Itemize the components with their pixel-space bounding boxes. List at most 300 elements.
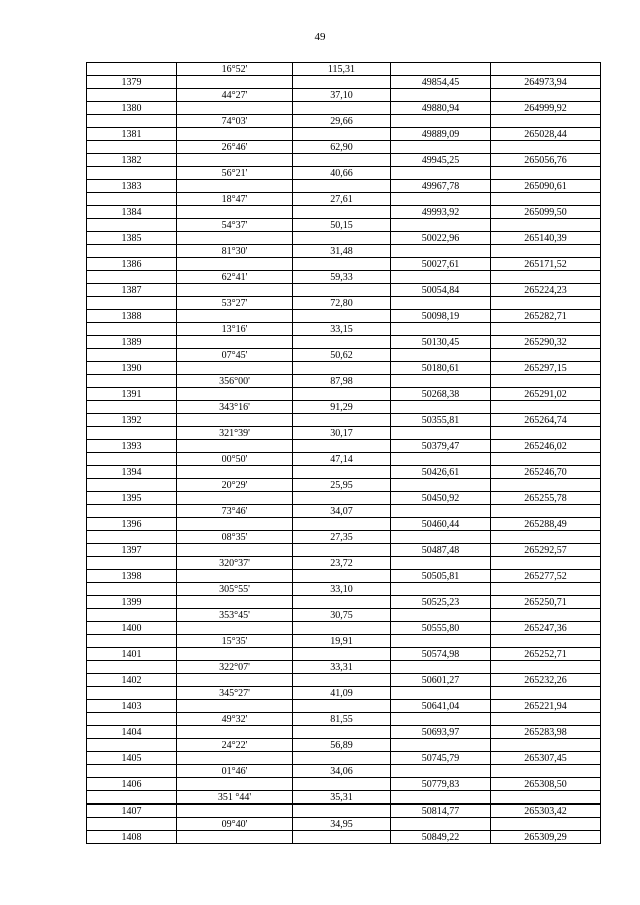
x-coordinate-cell xyxy=(391,63,491,76)
table-row xyxy=(87,557,601,570)
x-coordinate-cell: 50574,98 xyxy=(391,648,491,661)
distance-cell: 33,10 xyxy=(293,583,391,596)
bearing-cell xyxy=(177,258,293,271)
bearing-cell: 81°30' xyxy=(177,245,293,258)
table-row xyxy=(87,349,601,362)
table-row xyxy=(87,739,601,752)
bearing-cell xyxy=(177,76,293,89)
distance-cell xyxy=(293,804,391,818)
distance-cell: 115,31 xyxy=(293,63,391,76)
distance-cell xyxy=(293,128,391,141)
coordinates-table-body xyxy=(87,63,601,844)
x-coordinate-cell xyxy=(391,765,491,778)
x-coordinate-cell: 49880,94 xyxy=(391,102,491,115)
distance-cell xyxy=(293,570,391,583)
y-coordinate-cell xyxy=(491,193,601,206)
distance-cell: 27,35 xyxy=(293,531,391,544)
x-coordinate-cell xyxy=(391,505,491,518)
bearing-cell xyxy=(177,831,293,844)
distance-cell: 34,06 xyxy=(293,765,391,778)
distance-cell: 47,14 xyxy=(293,453,391,466)
y-coordinate-cell xyxy=(491,349,601,362)
point-number-cell xyxy=(87,739,177,752)
distance-cell: 50,15 xyxy=(293,219,391,232)
y-coordinate-cell: 265291,02 xyxy=(491,388,601,401)
table-row xyxy=(87,726,601,739)
bearing-cell: 44°27' xyxy=(177,89,293,102)
table-row xyxy=(87,180,601,193)
y-coordinate-cell xyxy=(491,557,601,570)
bearing-cell: 351 °44' xyxy=(177,791,293,805)
distance-cell xyxy=(293,180,391,193)
x-coordinate-cell: 50098,19 xyxy=(391,310,491,323)
x-coordinate-cell: 50849,22 xyxy=(391,831,491,844)
x-coordinate-cell xyxy=(391,531,491,544)
point-number-cell xyxy=(87,401,177,414)
point-number-cell: 1388 xyxy=(87,310,177,323)
bearing-cell: 16°52' xyxy=(177,63,293,76)
table-row xyxy=(87,531,601,544)
y-coordinate-cell xyxy=(491,635,601,648)
x-coordinate-cell xyxy=(391,661,491,674)
x-coordinate-cell xyxy=(391,401,491,414)
bearing-cell xyxy=(177,102,293,115)
bearing-cell xyxy=(177,154,293,167)
distance-cell xyxy=(293,831,391,844)
bearing-cell: 08°35' xyxy=(177,531,293,544)
y-coordinate-cell xyxy=(491,818,601,831)
distance-cell xyxy=(293,388,391,401)
table-row xyxy=(87,141,601,154)
point-number-cell xyxy=(87,115,177,128)
y-coordinate-cell xyxy=(491,739,601,752)
y-coordinate-cell: 265090,61 xyxy=(491,180,601,193)
x-coordinate-cell: 50814,77 xyxy=(391,804,491,818)
x-coordinate-cell xyxy=(391,323,491,336)
table-row xyxy=(87,206,601,219)
table-row xyxy=(87,778,601,791)
distance-cell: 35,31 xyxy=(293,791,391,805)
bearing-cell xyxy=(177,804,293,818)
bearing-cell xyxy=(177,622,293,635)
x-coordinate-cell: 50027,61 xyxy=(391,258,491,271)
bearing-cell: 24°22' xyxy=(177,739,293,752)
point-number-cell xyxy=(87,271,177,284)
point-number-cell xyxy=(87,791,177,805)
x-coordinate-cell xyxy=(391,609,491,622)
bearing-cell: 353°45' xyxy=(177,609,293,622)
x-coordinate-cell: 50525,23 xyxy=(391,596,491,609)
y-coordinate-cell: 265246,02 xyxy=(491,440,601,453)
point-number-cell: 1391 xyxy=(87,388,177,401)
bearing-cell xyxy=(177,310,293,323)
point-number-cell xyxy=(87,453,177,466)
y-coordinate-cell: 265283,98 xyxy=(491,726,601,739)
distance-cell xyxy=(293,518,391,531)
table-row xyxy=(87,804,601,818)
distance-cell: 40,66 xyxy=(293,167,391,180)
point-number-cell: 1387 xyxy=(87,284,177,297)
point-number-cell: 1408 xyxy=(87,831,177,844)
bearing-cell: 305°55' xyxy=(177,583,293,596)
distance-cell xyxy=(293,258,391,271)
x-coordinate-cell: 50487,48 xyxy=(391,544,491,557)
x-coordinate-cell: 50745,79 xyxy=(391,752,491,765)
distance-cell: 59,33 xyxy=(293,271,391,284)
table-row xyxy=(87,414,601,427)
bearing-cell: 322°07' xyxy=(177,661,293,674)
y-coordinate-cell xyxy=(491,765,601,778)
distance-cell xyxy=(293,336,391,349)
table-row xyxy=(87,63,601,76)
table-row xyxy=(87,752,601,765)
distance-cell: 62,90 xyxy=(293,141,391,154)
point-number-cell xyxy=(87,687,177,700)
bearing-cell: 343°16' xyxy=(177,401,293,414)
point-number-cell xyxy=(87,505,177,518)
x-coordinate-cell: 50022,96 xyxy=(391,232,491,245)
distance-cell: 33,31 xyxy=(293,661,391,674)
y-coordinate-cell: 265056,76 xyxy=(491,154,601,167)
x-coordinate-cell: 50779,83 xyxy=(391,778,491,791)
distance-cell xyxy=(293,544,391,557)
bearing-cell: 26°46' xyxy=(177,141,293,154)
distance-cell: 30,75 xyxy=(293,609,391,622)
point-number-cell: 1383 xyxy=(87,180,177,193)
table-row xyxy=(87,375,601,388)
table-row xyxy=(87,427,601,440)
distance-cell xyxy=(293,778,391,791)
y-coordinate-cell: 265288,49 xyxy=(491,518,601,531)
bearing-cell: 356°00' xyxy=(177,375,293,388)
bearing-cell: 320°37' xyxy=(177,557,293,570)
x-coordinate-cell: 49889,09 xyxy=(391,128,491,141)
table-row xyxy=(87,466,601,479)
x-coordinate-cell xyxy=(391,115,491,128)
point-number-cell: 1405 xyxy=(87,752,177,765)
x-coordinate-cell: 50426,61 xyxy=(391,466,491,479)
distance-cell: 23,72 xyxy=(293,557,391,570)
distance-cell: 34,07 xyxy=(293,505,391,518)
distance-cell xyxy=(293,622,391,635)
table-row xyxy=(87,479,601,492)
x-coordinate-cell: 50355,81 xyxy=(391,414,491,427)
y-coordinate-cell xyxy=(491,427,601,440)
y-coordinate-cell xyxy=(491,323,601,336)
x-coordinate-cell: 50460,44 xyxy=(391,518,491,531)
point-number-cell xyxy=(87,349,177,362)
bearing-cell: 15°35' xyxy=(177,635,293,648)
distance-cell xyxy=(293,154,391,167)
x-coordinate-cell xyxy=(391,713,491,726)
bearing-cell: 62°41' xyxy=(177,271,293,284)
point-number-cell xyxy=(87,193,177,206)
bearing-cell xyxy=(177,232,293,245)
table-row xyxy=(87,388,601,401)
y-coordinate-cell: 265252,71 xyxy=(491,648,601,661)
table-row xyxy=(87,401,601,414)
y-coordinate-cell xyxy=(491,791,601,805)
x-coordinate-cell: 50054,84 xyxy=(391,284,491,297)
table-row xyxy=(87,791,601,805)
point-number-cell xyxy=(87,297,177,310)
y-coordinate-cell xyxy=(491,687,601,700)
bearing-cell: 321°39' xyxy=(177,427,293,440)
table-row xyxy=(87,661,601,674)
point-number-cell xyxy=(87,427,177,440)
y-coordinate-cell: 265309,29 xyxy=(491,831,601,844)
table-row xyxy=(87,505,601,518)
table-row xyxy=(87,323,601,336)
distance-cell xyxy=(293,726,391,739)
distance-cell xyxy=(293,596,391,609)
y-coordinate-cell xyxy=(491,167,601,180)
bearing-cell: 01°46' xyxy=(177,765,293,778)
y-coordinate-cell xyxy=(491,505,601,518)
y-coordinate-cell: 264999,92 xyxy=(491,102,601,115)
table-row xyxy=(87,284,601,297)
point-number-cell xyxy=(87,479,177,492)
bearing-cell xyxy=(177,284,293,297)
x-coordinate-cell: 50693,97 xyxy=(391,726,491,739)
distance-cell xyxy=(293,674,391,687)
table-row xyxy=(87,700,601,713)
table-row xyxy=(87,310,601,323)
x-coordinate-cell: 50555,80 xyxy=(391,622,491,635)
point-number-cell: 1407 xyxy=(87,804,177,818)
bearing-cell: 18°47' xyxy=(177,193,293,206)
bearing-cell xyxy=(177,128,293,141)
bearing-cell xyxy=(177,648,293,661)
x-coordinate-cell xyxy=(391,349,491,362)
distance-cell: 33,15 xyxy=(293,323,391,336)
point-number-cell xyxy=(87,167,177,180)
y-coordinate-cell xyxy=(491,583,601,596)
distance-cell: 72,80 xyxy=(293,297,391,310)
y-coordinate-cell: 265297,15 xyxy=(491,362,601,375)
bearing-cell xyxy=(177,466,293,479)
point-number-cell: 1401 xyxy=(87,648,177,661)
bearing-cell xyxy=(177,180,293,193)
bearing-cell xyxy=(177,518,293,531)
distance-cell: 25,95 xyxy=(293,479,391,492)
bearing-cell xyxy=(177,752,293,765)
distance-cell xyxy=(293,466,391,479)
x-coordinate-cell xyxy=(391,479,491,492)
table-row xyxy=(87,622,601,635)
y-coordinate-cell xyxy=(491,297,601,310)
y-coordinate-cell: 265224,23 xyxy=(491,284,601,297)
page-number: 49 xyxy=(314,31,326,43)
point-number-cell: 1397 xyxy=(87,544,177,557)
distance-cell: 37,10 xyxy=(293,89,391,102)
bearing-cell: 56°21' xyxy=(177,167,293,180)
table-row xyxy=(87,635,601,648)
x-coordinate-cell: 50379,47 xyxy=(391,440,491,453)
y-coordinate-cell: 265028,44 xyxy=(491,128,601,141)
y-coordinate-cell xyxy=(491,63,601,76)
point-number-cell xyxy=(87,89,177,102)
distance-cell: 87,98 xyxy=(293,375,391,388)
y-coordinate-cell xyxy=(491,89,601,102)
distance-cell xyxy=(293,700,391,713)
bearing-cell xyxy=(177,778,293,791)
x-coordinate-cell: 50450,92 xyxy=(391,492,491,505)
table-row xyxy=(87,818,601,831)
distance-cell xyxy=(293,310,391,323)
bearing-cell xyxy=(177,362,293,375)
point-number-cell: 1379 xyxy=(87,76,177,89)
distance-cell: 41,09 xyxy=(293,687,391,700)
y-coordinate-cell: 265292,57 xyxy=(491,544,601,557)
bearing-cell xyxy=(177,492,293,505)
bearing-cell: 53°27' xyxy=(177,297,293,310)
table-row xyxy=(87,648,601,661)
y-coordinate-cell: 265247,36 xyxy=(491,622,601,635)
table-row xyxy=(87,193,601,206)
x-coordinate-cell xyxy=(391,453,491,466)
table-row xyxy=(87,258,601,271)
table-row xyxy=(87,440,601,453)
point-number-cell xyxy=(87,765,177,778)
x-coordinate-cell: 50130,45 xyxy=(391,336,491,349)
point-number-cell: 1400 xyxy=(87,622,177,635)
point-number-cell: 1382 xyxy=(87,154,177,167)
table-row xyxy=(87,245,601,258)
point-number-cell: 1399 xyxy=(87,596,177,609)
x-coordinate-cell xyxy=(391,297,491,310)
table-row xyxy=(87,596,601,609)
y-coordinate-cell xyxy=(491,401,601,414)
point-number-cell: 1403 xyxy=(87,700,177,713)
table-row xyxy=(87,167,601,180)
table-row xyxy=(87,154,601,167)
point-number-cell xyxy=(87,63,177,76)
bearing-cell: 345°27' xyxy=(177,687,293,700)
distance-cell: 91,29 xyxy=(293,401,391,414)
table-row xyxy=(87,102,601,115)
distance-cell xyxy=(293,102,391,115)
distance-cell xyxy=(293,492,391,505)
bearing-cell: 20°29' xyxy=(177,479,293,492)
point-number-cell: 1406 xyxy=(87,778,177,791)
y-coordinate-cell: 265307,45 xyxy=(491,752,601,765)
y-coordinate-cell: 265246,70 xyxy=(491,466,601,479)
distance-cell: 29,66 xyxy=(293,115,391,128)
distance-cell xyxy=(293,284,391,297)
table-row xyxy=(87,128,601,141)
distance-cell: 27,61 xyxy=(293,193,391,206)
x-coordinate-cell xyxy=(391,791,491,805)
x-coordinate-cell xyxy=(391,141,491,154)
y-coordinate-cell: 265264,74 xyxy=(491,414,601,427)
y-coordinate-cell: 265303,42 xyxy=(491,804,601,818)
point-number-cell xyxy=(87,713,177,726)
y-coordinate-cell: 264973,94 xyxy=(491,76,601,89)
coordinates-table xyxy=(86,62,601,844)
distance-cell xyxy=(293,414,391,427)
table-row xyxy=(87,336,601,349)
distance-cell: 34,95 xyxy=(293,818,391,831)
point-number-cell xyxy=(87,635,177,648)
point-number-cell xyxy=(87,583,177,596)
bearing-cell xyxy=(177,414,293,427)
point-number-cell: 1389 xyxy=(87,336,177,349)
distance-cell: 56,89 xyxy=(293,739,391,752)
table-row xyxy=(87,115,601,128)
distance-cell: 81,55 xyxy=(293,713,391,726)
point-number-cell xyxy=(87,219,177,232)
bearing-cell xyxy=(177,336,293,349)
x-coordinate-cell xyxy=(391,635,491,648)
y-coordinate-cell: 265221,94 xyxy=(491,700,601,713)
table-row xyxy=(87,583,601,596)
table-row xyxy=(87,219,601,232)
table-row xyxy=(87,713,601,726)
table-row xyxy=(87,453,601,466)
bearing-cell xyxy=(177,700,293,713)
bearing-cell xyxy=(177,388,293,401)
table-row xyxy=(87,687,601,700)
point-number-cell: 1392 xyxy=(87,414,177,427)
y-coordinate-cell xyxy=(491,219,601,232)
point-number-cell: 1393 xyxy=(87,440,177,453)
bearing-cell: 73°46' xyxy=(177,505,293,518)
distance-cell xyxy=(293,362,391,375)
x-coordinate-cell: 50641,04 xyxy=(391,700,491,713)
y-coordinate-cell: 265250,71 xyxy=(491,596,601,609)
y-coordinate-cell: 265171,52 xyxy=(491,258,601,271)
bearing-cell xyxy=(177,726,293,739)
y-coordinate-cell: 265308,50 xyxy=(491,778,601,791)
point-number-cell: 1385 xyxy=(87,232,177,245)
distance-cell xyxy=(293,648,391,661)
bearing-cell xyxy=(177,206,293,219)
x-coordinate-cell: 50268,38 xyxy=(391,388,491,401)
bearing-cell: 00°50' xyxy=(177,453,293,466)
bearing-cell: 13°16' xyxy=(177,323,293,336)
y-coordinate-cell xyxy=(491,115,601,128)
bearing-cell: 07°45' xyxy=(177,349,293,362)
y-coordinate-cell: 265140,39 xyxy=(491,232,601,245)
y-coordinate-cell: 265255,78 xyxy=(491,492,601,505)
table-row xyxy=(87,570,601,583)
distance-cell xyxy=(293,76,391,89)
x-coordinate-cell xyxy=(391,583,491,596)
x-coordinate-cell xyxy=(391,271,491,284)
x-coordinate-cell: 50601,27 xyxy=(391,674,491,687)
y-coordinate-cell xyxy=(491,245,601,258)
x-coordinate-cell xyxy=(391,557,491,570)
x-coordinate-cell xyxy=(391,219,491,232)
table-row xyxy=(87,89,601,102)
table-row xyxy=(87,271,601,284)
point-number-cell: 1390 xyxy=(87,362,177,375)
y-coordinate-cell: 265099,50 xyxy=(491,206,601,219)
distance-cell xyxy=(293,752,391,765)
table-row xyxy=(87,492,601,505)
x-coordinate-cell xyxy=(391,375,491,388)
bearing-cell xyxy=(177,674,293,687)
y-coordinate-cell xyxy=(491,479,601,492)
bearing-cell xyxy=(177,570,293,583)
y-coordinate-cell: 265232,26 xyxy=(491,674,601,687)
point-number-cell: 1384 xyxy=(87,206,177,219)
y-coordinate-cell xyxy=(491,661,601,674)
table-row xyxy=(87,518,601,531)
point-number-cell: 1394 xyxy=(87,466,177,479)
point-number-cell: 1404 xyxy=(87,726,177,739)
